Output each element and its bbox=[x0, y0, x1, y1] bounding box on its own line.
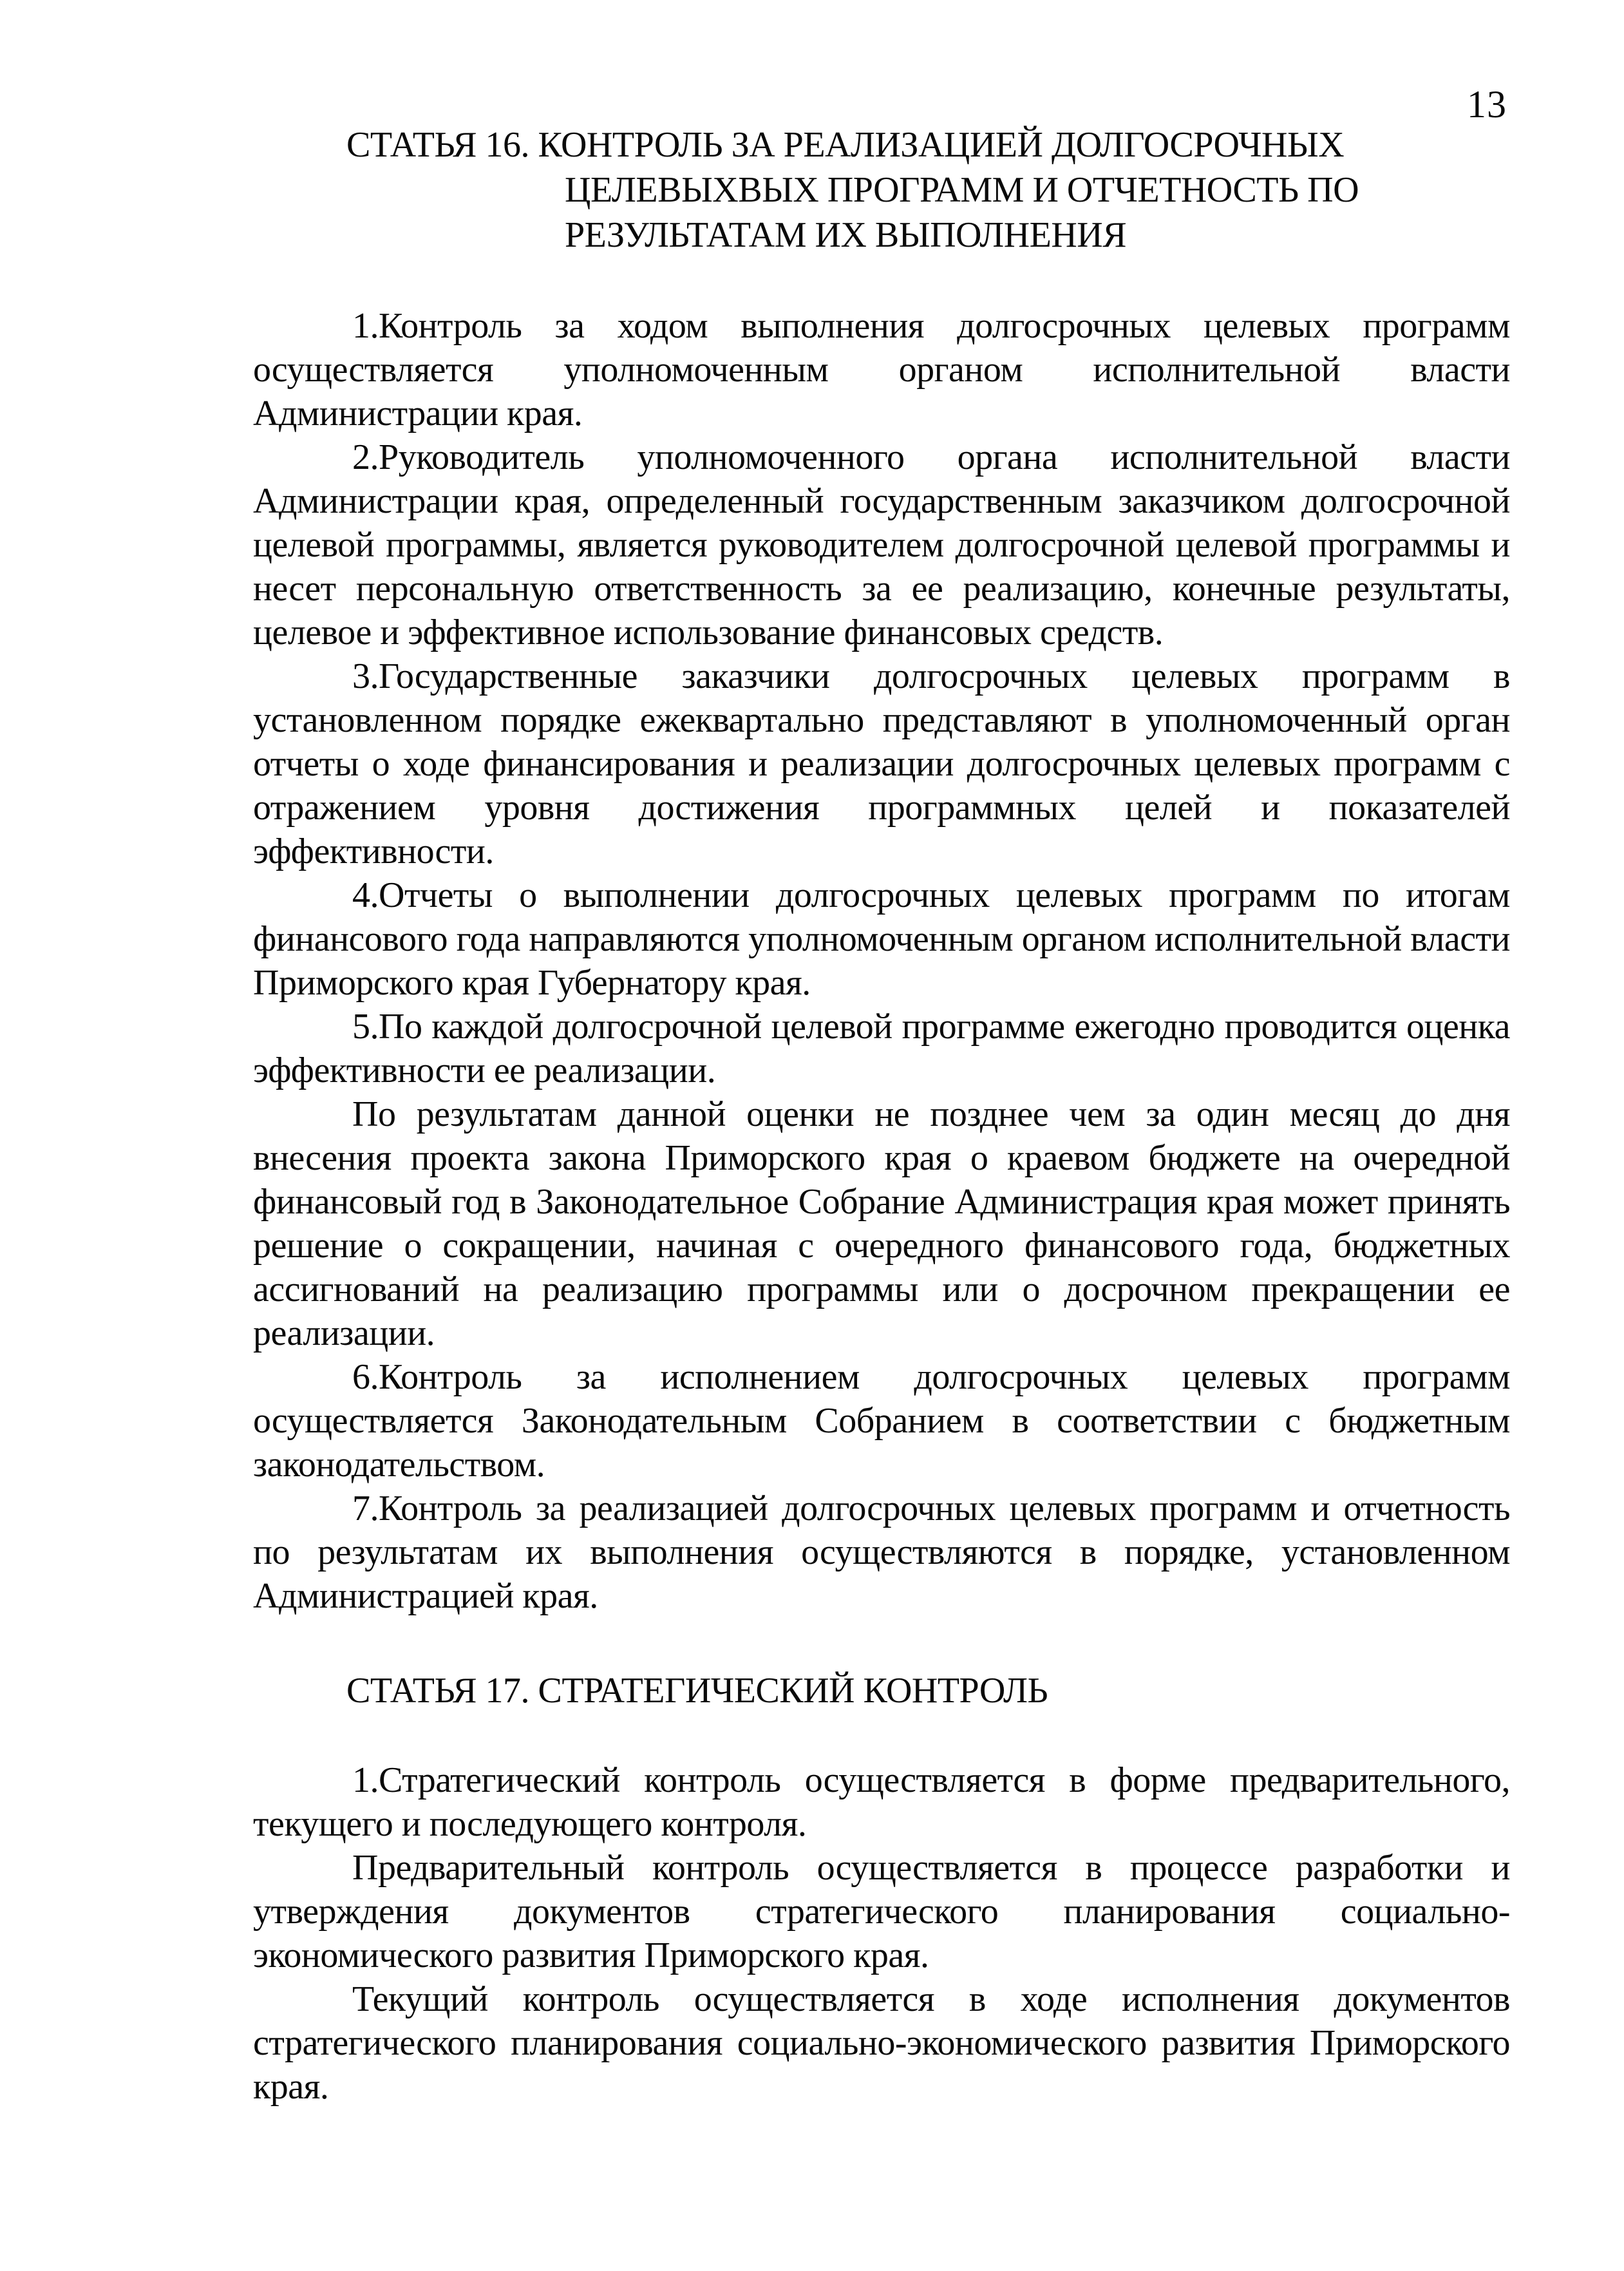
article-16-title-line-1: СТАТЬЯ 16. КОНТРОЛЬ ЗА РЕАЛИЗАЦИЕЙ ДОЛГОСРОЧНЫХ bbox=[346, 125, 1345, 165]
paragraph: 3.Государственные заказчики долгосрочных целевых программ в установленном порядке ежеквартально представляют в уполномоченный орган отчеты о ходе финансирования и реализации долгосрочных целевых программ с отражением уровня достижения программных целей и показателей эффективности. bbox=[253, 656, 1510, 871]
paragraph: Предварительный контроль осуществляется в процессе разработки и утверждения документов стратегического планирования социально-экономического развития Приморского края. bbox=[253, 1848, 1510, 1975]
article-17-title bbox=[253, 1668, 1510, 1713]
article-16-title-line-2: ЦЕЛЕВЫХВЫХ ПРОГРАММ И ОТЧЕТНОСТЬ ПО bbox=[565, 170, 1359, 210]
article-16-title-line-3: РЕЗУЛЬТАТАМ ИХ ВЫПОЛНЕНИЯ bbox=[565, 215, 1127, 255]
article-16-body bbox=[253, 304, 1510, 1618]
paragraph: 2.Руководитель уполномоченного органа исполнительной власти Администрации края, определенный государственным заказчиком долгосрочной целевой программы, является руководителем долгосрочной целевой программы и несет персональную ответственность за ее реализацию, конечные результаты, целевое и эффективное использование финансовых средств. bbox=[253, 437, 1510, 652]
paragraph: Текущий контроль осуществляется в ходе исполнения документов стратегического планирования социально-экономического развития Приморского края. bbox=[253, 1979, 1510, 2107]
paragraph: 7.Контроль за реализацией долгосрочных целевых программ и отчетность по результатам их выполнения осуществляются в порядке, установленном Администрацией края. bbox=[253, 1488, 1510, 1616]
paragraph: 4.Отчеты о выполнении долгосрочных целевых программ по итогам финансового года направляются уполномоченным органом исполнительной власти Приморского края Губернатору края. bbox=[253, 875, 1510, 1003]
page-number: 13 bbox=[1467, 83, 1507, 126]
page-content bbox=[253, 122, 1510, 2109]
article-16-title bbox=[253, 122, 1510, 258]
paragraph: 5.По каждой долгосрочной целевой программе ежегодно проводится оценка эффективности ее реализации. bbox=[253, 1007, 1510, 1090]
article-17-body bbox=[253, 1758, 1510, 2109]
paragraph: 1.Контроль за ходом выполнения долгосрочных целевых программ осуществляется уполномоченным органом исполнительной власти Администрации края. bbox=[253, 306, 1510, 433]
paragraph: 1.Стратегический контроль осуществляется в форме предварительного, текущего и последующего контроля. bbox=[253, 1760, 1510, 1844]
paragraph: 6.Контроль за исполнением долгосрочных целевых программ осуществляется Законодательным Собранием в соответствии с бюджетным законодательством. bbox=[253, 1357, 1510, 1485]
article-17-title-line-1: СТАТЬЯ 17. СТРАТЕГИЧЕСКИЙ КОНТРОЛЬ bbox=[346, 1671, 1048, 1711]
paragraph: По результатам данной оценки не позднее чем за один месяц до дня внесения проекта закона Приморского края о краевом бюджете на очередной финансовый год в Законодательное Собрание Администрация края может принять решение о сокращении, начиная с очередного финансового года, бюджетных ассигнований на реализацию программы или о досрочном прекращении ее реализации. bbox=[253, 1094, 1510, 1353]
